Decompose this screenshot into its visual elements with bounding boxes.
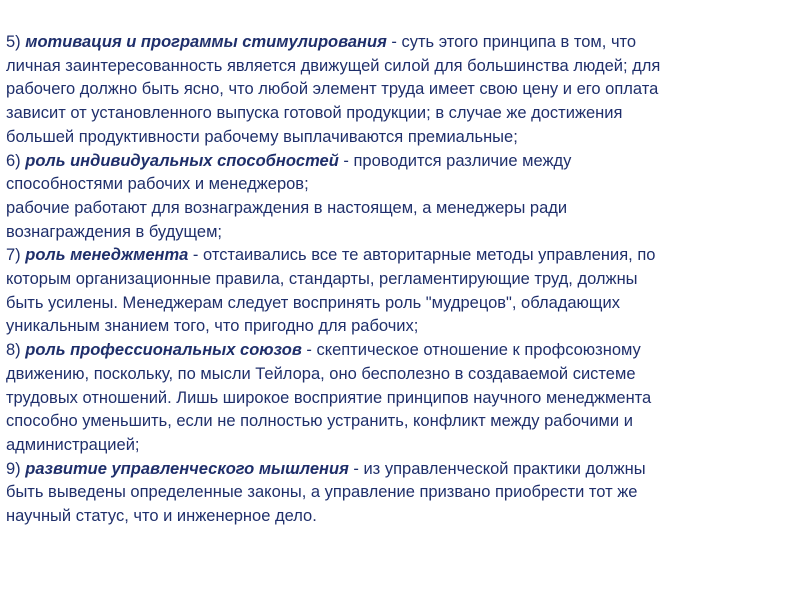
text-line: способно уменьшить, если не полностью устранить, конфликт между рабочими и	[6, 412, 633, 431]
text-block	[6, 31, 766, 529]
principle-term: роль профессиональных союзов	[25, 341, 302, 360]
text-line: быть выведены определенные законы, а управление призвано приобрести тот же	[6, 483, 638, 502]
text-line: 5) мотивация и программы стимулирования - суть этого принципа в том, что	[6, 33, 637, 51]
text-line: рабочего должно быть ясно, что любой элемент труда имеет свою цену и его оплата	[6, 80, 659, 99]
text-line: уникальным знанием того, что пригодно для рабочих;	[6, 317, 419, 336]
text-line: трудовых отношений. Лишь широкое восприятие принципов научного менеджмента	[6, 388, 652, 407]
principle-term: развитие управленческого мышления	[25, 459, 349, 478]
text-line: научный статус, что и инженерное дело.	[6, 507, 317, 526]
principle-term: роль индивидуальных способностей	[25, 151, 339, 170]
text-line: личная заинтересованность является движущей силой для большинства людей; для	[6, 56, 661, 75]
text-line: 9) развитие управленческого мышления - из управленческой практики должны	[6, 459, 646, 478]
text-line: движению, поскольку, по мысли Тейлора, оно бесполезно в создаваемой системе	[6, 364, 636, 383]
text-line: рабочие работают для вознаграждения в настоящем, а менеджеры ради	[6, 198, 568, 217]
text-line: зависит от установленного выпуска готовой продукции; в случае же достижения	[6, 104, 623, 123]
text-line: большей продуктивности рабочему выплачиваются премиальные;	[6, 127, 518, 146]
principle-term: мотивация и программы стимулирования	[25, 33, 387, 51]
text-line: которым организационные правила, стандарты, регламентирующие труд, должны	[6, 270, 638, 289]
text-line: 6) роль индивидуальных способностей - проводится различие между	[6, 151, 572, 170]
text-line: 8) роль профессиональных союзов - скептическое отношение к профсоюзному	[6, 341, 641, 360]
text-line: администрацией;	[6, 435, 140, 454]
text-line: 7) роль менеджмента - отстаивались все те авторитарные методы управления, по	[6, 246, 656, 265]
principle-term: роль менеджмента	[25, 246, 189, 265]
text-line: вознаграждения в будущем;	[6, 222, 222, 241]
text-line: способностями рабочих и менеджеров;	[6, 175, 309, 194]
text-line: быть усилены. Менеджерам следует воспринять роль "мудрецов", обладающих	[6, 293, 620, 312]
